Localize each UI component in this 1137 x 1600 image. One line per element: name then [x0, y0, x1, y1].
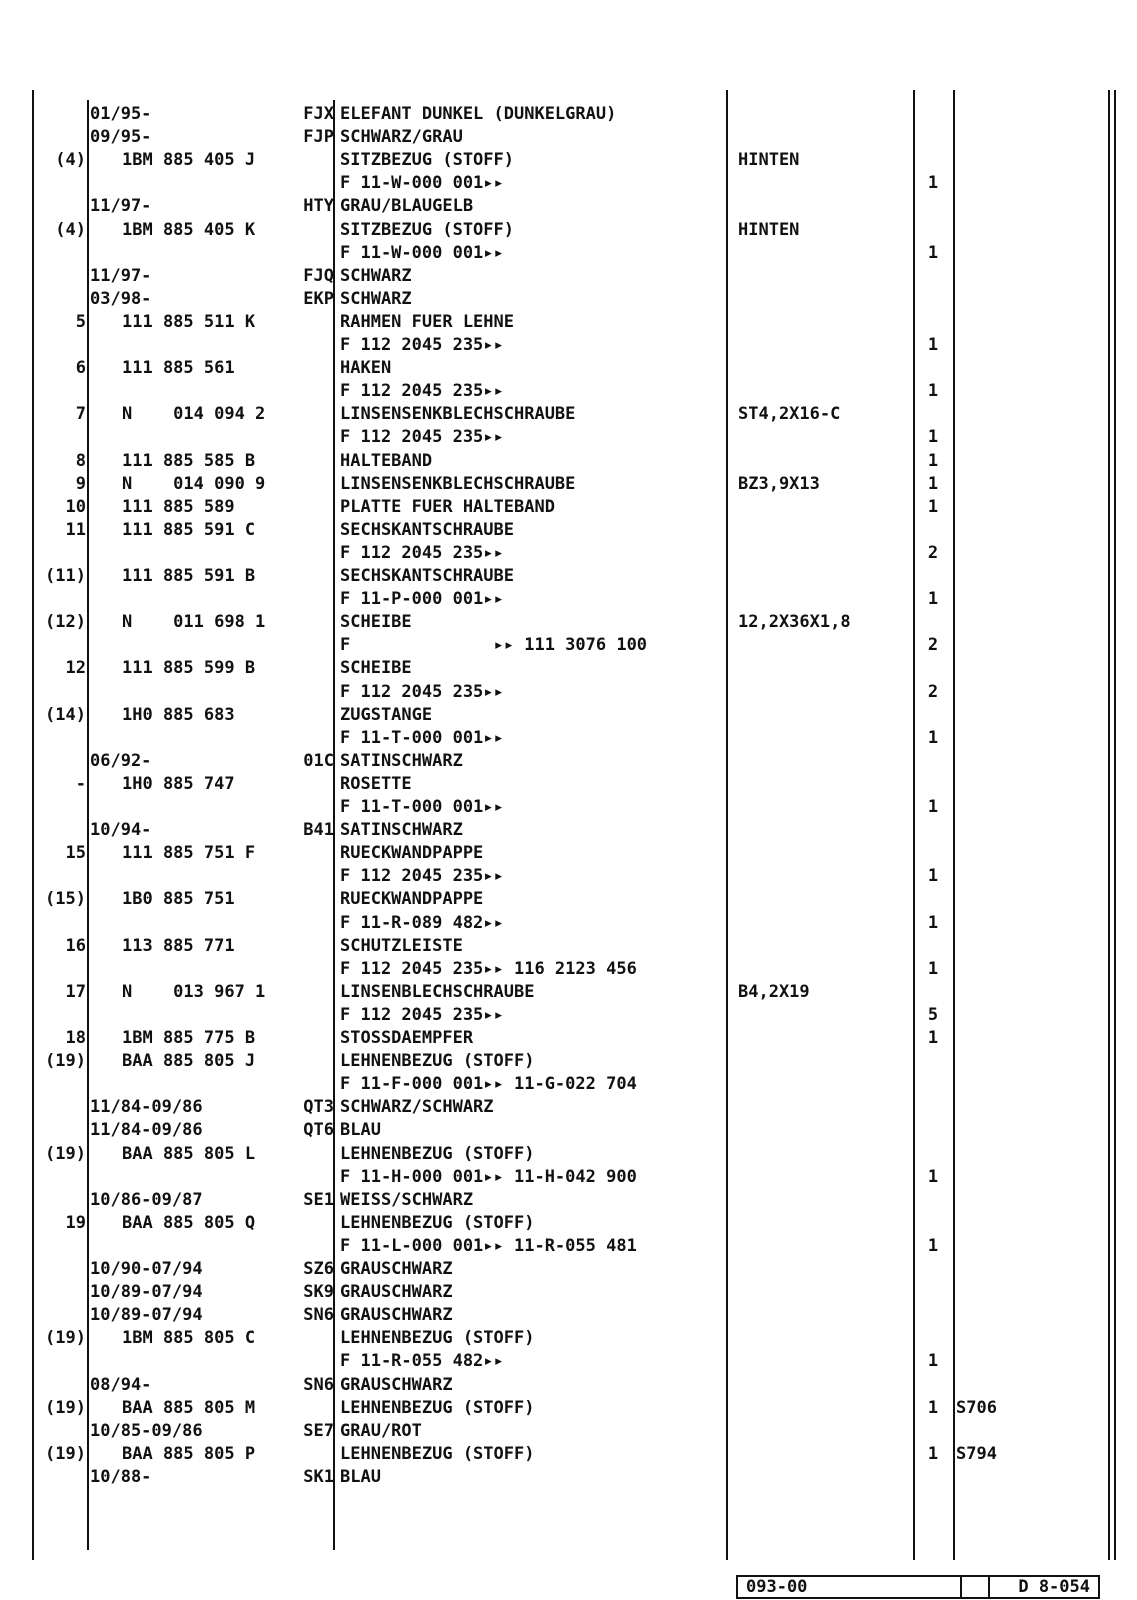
row-date-range: 11/97- — [90, 265, 152, 286]
row-extra-code: S706 — [956, 1397, 997, 1418]
table-row — [0, 496, 1137, 519]
table-row — [0, 1027, 1137, 1050]
row-description: LINSENSENKBLECHSCHRAUBE — [340, 473, 576, 494]
table-row — [0, 796, 1137, 819]
row-position: 10 — [65, 496, 86, 517]
row-date-range: 10/86-09/87 — [90, 1189, 203, 1210]
table-row — [0, 1050, 1137, 1073]
row-part-number: 111 885 591 B — [122, 566, 256, 586]
row-position: (19) — [45, 1328, 86, 1349]
table-row — [0, 1258, 1137, 1281]
row-date-range: 11/97- — [90, 196, 152, 217]
row-quantity: 1 — [927, 727, 939, 748]
row-quantity: 1 — [927, 173, 939, 194]
row-part-number: 111 885 511 K — [122, 311, 256, 332]
table-row — [0, 981, 1137, 1004]
row-description: HALTEBAND — [340, 450, 433, 471]
row-position: (14) — [45, 704, 86, 725]
table-row — [0, 1212, 1137, 1235]
row-position: 12 — [65, 658, 86, 679]
row-position: (19) — [45, 1051, 86, 1072]
table-row — [0, 242, 1137, 265]
row-description: STOSSDAEMPFER — [340, 1028, 474, 1048]
table-row — [0, 1096, 1137, 1119]
row-quantity: 1 — [927, 242, 939, 263]
row-description: GRAUSCHWARZ — [340, 1282, 453, 1303]
row-quantity: 1 — [927, 912, 939, 933]
table-row — [0, 334, 1137, 357]
row-description: LEHNENBEZUG (STOFF) — [340, 1328, 535, 1349]
row-quantity: 1 — [927, 1235, 939, 1256]
row-part-number: 1BM 885 405 K — [122, 219, 256, 240]
row-color-code: SN6 — [303, 1305, 334, 1326]
table-row — [0, 1004, 1137, 1027]
row-description: SITZBEZUG (STOFF) — [340, 219, 514, 240]
row-part-number: 111 885 599 B — [122, 658, 256, 679]
row-color-code: FJX — [303, 104, 334, 124]
row-color-code: 01C — [303, 750, 334, 771]
row-color-code: SZ6 — [303, 1259, 334, 1279]
row-description: F 112 2045 235▸▸ — [340, 381, 504, 402]
table-row — [0, 172, 1137, 195]
row-description: SATINSCHWARZ — [340, 750, 463, 771]
row-date-range: 11/84-09/86 — [90, 1097, 203, 1118]
row-description: GRAU/ROT — [340, 1420, 422, 1441]
row-quantity: 1 — [927, 1028, 939, 1048]
table-row — [0, 426, 1137, 449]
row-position: (4) — [55, 219, 86, 240]
row-note: ST4,2X16-C — [738, 404, 841, 425]
row-quantity: 1 — [927, 496, 939, 517]
table-row — [0, 473, 1137, 496]
row-date-range: 10/89-07/94 — [90, 1305, 203, 1326]
row-color-code: SE1 — [303, 1189, 334, 1210]
table-row — [0, 1119, 1137, 1142]
row-description: F 11-W-000 001▸▸ — [340, 173, 504, 194]
row-description: F 11-L-000 001▸▸ 11-R-055 481 — [340, 1235, 637, 1256]
row-description: F 11-R-055 482▸▸ — [340, 1351, 504, 1372]
row-date-range: 10/85-09/86 — [90, 1420, 203, 1441]
row-description: SECHSKANTSCHRAUBE — [340, 566, 514, 586]
row-description: F 11-P-000 001▸▸ — [340, 589, 504, 610]
table-row — [0, 611, 1137, 634]
row-description: LEHNENBEZUG (STOFF) — [340, 1051, 535, 1072]
row-quantity: 1 — [927, 335, 939, 355]
row-position: 16 — [65, 935, 86, 956]
row-description: RUECKWANDPAPPE — [340, 889, 484, 910]
row-note: BZ3,9X13 — [738, 473, 820, 494]
row-description: ELEFANT DUNKEL (DUNKELGRAU) — [340, 104, 617, 124]
row-description: F 112 2045 235▸▸ — [340, 1004, 504, 1025]
row-description: SATINSCHWARZ — [340, 820, 463, 841]
table-row — [0, 935, 1137, 958]
row-part-number: BAA 885 805 J — [122, 1051, 256, 1072]
row-color-code: B41 — [303, 820, 334, 841]
row-position: 8 — [75, 450, 86, 471]
row-quantity: 1 — [927, 958, 939, 979]
table-row — [0, 588, 1137, 611]
row-part-number: 1BM 885 405 J — [122, 150, 256, 171]
table-row — [0, 149, 1137, 172]
row-date-range: 10/89-07/94 — [90, 1282, 203, 1303]
row-description: F 11-T-000 001▸▸ — [340, 797, 504, 817]
row-extra-code: S794 — [956, 1443, 997, 1464]
row-date-range: 01/95- — [90, 104, 152, 124]
row-description: F 112 2045 235▸▸ — [340, 542, 504, 563]
row-quantity: 1 — [927, 427, 939, 448]
row-description: SCHWARZ/GRAU — [340, 127, 463, 148]
table-row — [0, 912, 1137, 935]
row-description: F 112 2045 235▸▸ — [340, 427, 504, 448]
row-description: BLAU — [340, 1120, 381, 1141]
row-description: LEHNENBEZUG (STOFF) — [340, 1212, 535, 1233]
row-position: (11) — [45, 566, 86, 586]
table-row — [0, 103, 1137, 126]
row-position: 18 — [65, 1028, 86, 1048]
row-position: (19) — [45, 1397, 86, 1418]
row-date-range: 10/88- — [90, 1466, 152, 1487]
row-part-number: 1BM 885 805 C — [122, 1328, 256, 1349]
table-row — [0, 195, 1137, 218]
row-description: SCHWARZ — [340, 265, 412, 286]
row-part-number: 113 885 771 — [122, 935, 235, 956]
row-description: RAHMEN FUER LEHNE — [340, 311, 514, 332]
row-description: BLAU — [340, 1466, 381, 1487]
row-note: B4,2X19 — [738, 981, 810, 1002]
row-part-number: N 011 698 1 — [122, 612, 266, 633]
row-description: F 112 2045 235▸▸ — [340, 681, 504, 702]
row-part-number: 111 885 589 — [122, 496, 235, 517]
table-row — [0, 773, 1137, 796]
table-row — [0, 634, 1137, 657]
row-position: 11 — [65, 519, 86, 540]
table-row — [0, 380, 1137, 403]
row-description: F 11-W-000 001▸▸ — [340, 242, 504, 263]
row-description: SECHSKANTSCHRAUBE — [340, 519, 514, 540]
row-description: PLATTE FUER HALTEBAND — [340, 496, 555, 517]
table-row — [0, 126, 1137, 149]
row-part-number: N 014 090 9 — [122, 473, 266, 494]
table-row — [0, 865, 1137, 888]
row-description: F 112 2045 235▸▸ — [340, 866, 504, 887]
row-description: HAKEN — [340, 358, 392, 379]
row-quantity: 1 — [927, 450, 939, 471]
table-row — [0, 1420, 1137, 1443]
row-part-number: 1BM 885 775 B — [122, 1028, 256, 1048]
row-color-code: FJP — [303, 127, 334, 148]
row-description: RUECKWANDPAPPE — [340, 843, 484, 864]
row-part-number: 111 885 591 C — [122, 519, 256, 540]
row-date-range: 08/94- — [90, 1374, 152, 1395]
row-date-range: 11/84-09/86 — [90, 1120, 203, 1141]
row-color-code: SN6 — [303, 1374, 334, 1395]
row-date-range: 03/98- — [90, 288, 152, 309]
row-description: F 11-H-000 001▸▸ 11-H-042 900 — [340, 1166, 637, 1187]
row-position: (4) — [55, 150, 86, 171]
table-row — [0, 357, 1137, 380]
row-part-number: 1H0 885 683 — [122, 704, 235, 725]
row-part-number: N 014 094 2 — [122, 404, 266, 425]
table-row — [0, 288, 1137, 311]
row-part-number: 111 885 585 B — [122, 450, 256, 471]
row-description: SCHWARZ/SCHWARZ — [340, 1097, 494, 1118]
row-part-number: 111 885 751 F — [122, 843, 256, 864]
row-description: LINSENBLECHSCHRAUBE — [340, 981, 535, 1002]
table-row — [0, 704, 1137, 727]
table-row — [0, 1189, 1137, 1212]
row-part-number: BAA 885 805 Q — [122, 1212, 256, 1233]
row-date-range: 10/90-07/94 — [90, 1259, 203, 1279]
table-row — [0, 842, 1137, 865]
row-position: 15 — [65, 843, 86, 864]
row-date-range: 09/95- — [90, 127, 152, 148]
table-row — [0, 657, 1137, 680]
row-note: HINTEN — [738, 219, 800, 240]
row-description: LEHNENBEZUG (STOFF) — [340, 1443, 535, 1464]
row-description: SCHWARZ — [340, 288, 412, 309]
table-row — [0, 1327, 1137, 1350]
row-note: 12,2X36X1,8 — [738, 612, 851, 633]
table-row — [0, 1443, 1137, 1466]
table-row — [0, 1073, 1137, 1096]
footer-page-ref — [960, 1575, 1100, 1599]
row-description: LEHNENBEZUG (STOFF) — [340, 1397, 535, 1418]
footer-group-code — [736, 1575, 990, 1599]
row-part-number: N 013 967 1 — [122, 981, 266, 1002]
table-row — [0, 750, 1137, 773]
row-color-code: SK1 — [303, 1466, 334, 1487]
row-note: HINTEN — [738, 150, 800, 171]
table-row — [0, 1281, 1137, 1304]
row-description: LINSENSENKBLECHSCHRAUBE — [340, 404, 576, 425]
table-row — [0, 819, 1137, 842]
row-color-code: HTY — [303, 196, 334, 217]
table-row — [0, 1235, 1137, 1258]
row-color-code: EKP — [303, 288, 334, 309]
row-position: 9 — [75, 473, 86, 494]
row-position: (19) — [45, 1443, 86, 1464]
row-description: GRAUSCHWARZ — [340, 1305, 453, 1326]
row-description: GRAU/BLAUGELB — [340, 196, 474, 217]
table-row — [0, 1374, 1137, 1397]
row-description: F 11-R-089 482▸▸ — [340, 912, 504, 933]
row-part-number: 1B0 885 751 — [122, 889, 235, 910]
row-quantity: 2 — [927, 635, 939, 656]
row-description: SITZBEZUG (STOFF) — [340, 150, 514, 171]
row-description: F 11-T-000 001▸▸ — [340, 727, 504, 748]
row-color-code: SK9 — [303, 1282, 334, 1303]
row-part-number: BAA 885 805 P — [122, 1443, 256, 1464]
row-quantity: 1 — [927, 473, 939, 494]
row-quantity: 5 — [927, 1004, 939, 1025]
row-quantity: 1 — [927, 1443, 939, 1464]
table-row — [0, 1350, 1137, 1373]
table-row — [0, 542, 1137, 565]
table-row — [0, 403, 1137, 426]
table-row — [0, 1397, 1137, 1420]
row-description: ZUGSTANGE — [340, 704, 433, 725]
row-quantity: 1 — [927, 1351, 939, 1372]
table-row — [0, 958, 1137, 981]
row-position: (19) — [45, 1143, 86, 1164]
row-description: GRAUSCHWARZ — [340, 1259, 453, 1279]
row-quantity: 1 — [927, 1397, 939, 1418]
row-position: (12) — [45, 612, 86, 633]
row-quantity: 1 — [927, 381, 939, 402]
row-description: F 11-F-000 001▸▸ 11-G-022 704 — [340, 1074, 637, 1095]
row-part-number: 111 885 561 — [122, 358, 235, 379]
table-row — [0, 1166, 1137, 1189]
row-position: - — [75, 773, 86, 794]
row-quantity: 2 — [927, 681, 939, 702]
row-color-code: FJQ — [303, 265, 334, 286]
table-row — [0, 727, 1137, 750]
row-part-number: BAA 885 805 M — [122, 1397, 256, 1418]
row-quantity: 1 — [927, 866, 939, 887]
table-row — [0, 519, 1137, 542]
row-part-number: BAA 885 805 L — [122, 1143, 256, 1164]
table-row — [0, 265, 1137, 288]
row-position: 19 — [65, 1212, 86, 1233]
row-position: (15) — [45, 889, 86, 910]
footer-group-code-text: 093-00 — [746, 1577, 808, 1597]
footer-page-ref-text: D 8-054 — [1018, 1577, 1090, 1597]
row-color-code: QT3 — [303, 1097, 334, 1118]
row-description: ROSETTE — [340, 773, 412, 794]
table-row — [0, 565, 1137, 588]
row-description: F 112 2045 235▸▸ 116 2123 456 — [340, 958, 637, 979]
row-color-code: QT6 — [303, 1120, 334, 1141]
row-description: F 112 2045 235▸▸ — [340, 335, 504, 355]
table-row — [0, 1304, 1137, 1327]
row-quantity: 2 — [927, 542, 939, 563]
table-row — [0, 1466, 1137, 1489]
table-row — [0, 450, 1137, 473]
row-position: 6 — [75, 358, 86, 379]
row-description: WEISS/SCHWARZ — [340, 1189, 474, 1210]
table-row — [0, 888, 1137, 911]
row-color-code: SE7 — [303, 1420, 334, 1441]
row-date-range: 10/94- — [90, 820, 152, 841]
row-date-range: 06/92- — [90, 750, 152, 771]
table-row — [0, 681, 1137, 704]
row-position: 17 — [65, 981, 86, 1002]
row-description: F ▸▸ 111 3076 100 — [340, 635, 648, 656]
row-part-number: 1H0 885 747 — [122, 773, 235, 794]
row-description: GRAUSCHWARZ — [340, 1374, 453, 1395]
table-row — [0, 219, 1137, 242]
row-description: SCHUTZLEISTE — [340, 935, 463, 956]
table-row — [0, 311, 1137, 334]
row-description: SCHEIBE — [340, 658, 412, 679]
row-quantity: 1 — [927, 797, 939, 817]
row-quantity: 1 — [927, 589, 939, 610]
row-description: SCHEIBE — [340, 612, 412, 633]
row-description: LEHNENBEZUG (STOFF) — [340, 1143, 535, 1164]
row-quantity: 1 — [927, 1166, 939, 1187]
row-position: 5 — [75, 311, 86, 332]
table-row — [0, 1143, 1137, 1166]
row-position: 7 — [75, 404, 86, 425]
